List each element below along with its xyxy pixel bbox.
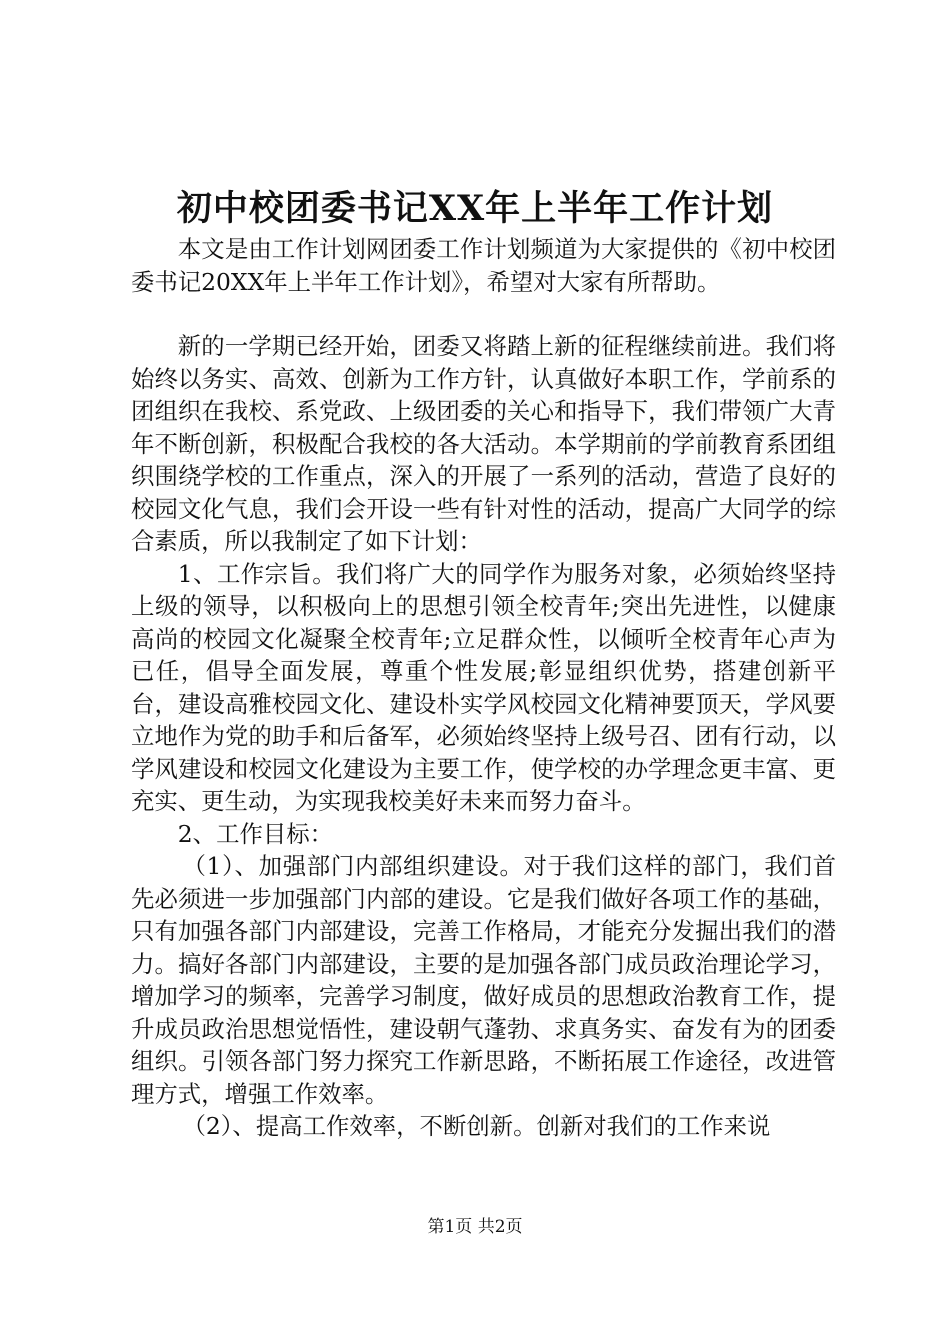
overview-paragraph: 新的一学期已经开始，团委又将踏上新的征程继续前进。我们将始终以务实、高效、创新为工作方针，认真做好本职工作，学前系的团组织在我校、系党政、上级团委的关心和指导下，我们带领广大青年不断创新，积极配合我校的各大活动。本学期前的学前教育系团组织围绕学校的工作重点，深入的开展了一系列的活动，营造了良好的校园文化气息，我们会开设一些有针对性的活动，提高广大同学的综合素质，所以我制定了如下计划： xyxy=(131,332,836,555)
purpose-paragraph: 1、工作宗旨。我们将广大的同学作为服务对象，必须始终坚持上级的领导，以积极向上的思想引领全校青年;突出先进性，以健康高尚的校园文化凝聚全校青年;立足群众性，以倾听全校青年心声为已任，倡导全面发展，尊重个性发展;彰显组织优势，搭建创新平台，建设高雅校园文化、建设朴实学风校园文化精神要顶天，学风要立地作为党的助手和后备军，必须始终坚持上级号召、团有行动，以学风建设和校园文化建设为主要工作，使学校的办学理念更丰富、更充实、更生动，为实现我校美好未来而努力奋斗。 xyxy=(131,559,836,815)
goal-1-paragraph: （1）、加强部门内部组织建设。对于我们这样的部门，我们首先必须进一步加强部门内部的建设。它是我们做好各项工作的基础，只有加强各部门内部建设，完善工作格局，才能充分发掘出我们的潜力。搞好各部门内部建设，主要的是加强各部门成员政治理论学习，增加学习的频率，完善学习制度，做好成员的思想政治教育工作，提升成员政治思想觉悟性，建设朝气蓬勃、求真务实、奋发有为的团委组织。引领各部门努力探究工作新思路，不断拓展工作途径，改进管理方式，增强工作效率。 xyxy=(131,852,836,1108)
intro-paragraph: 本文是由工作计划网团委工作计划频道为大家提供的《初中校团委书记20XX年上半年工作计划》，希望对大家有所帮助。 xyxy=(131,235,836,296)
document-title: 初中校团委书记XX年上半年工作计划 xyxy=(176,188,774,229)
goal-2-paragraph: （2）、提高工作效率，不断创新。创新对我们的工作来说 xyxy=(182,1112,771,1140)
goals-heading: 2、工作目标： xyxy=(177,819,334,848)
page-footer: 第1页 共2页 xyxy=(427,1217,523,1237)
document-body xyxy=(131,233,836,1143)
